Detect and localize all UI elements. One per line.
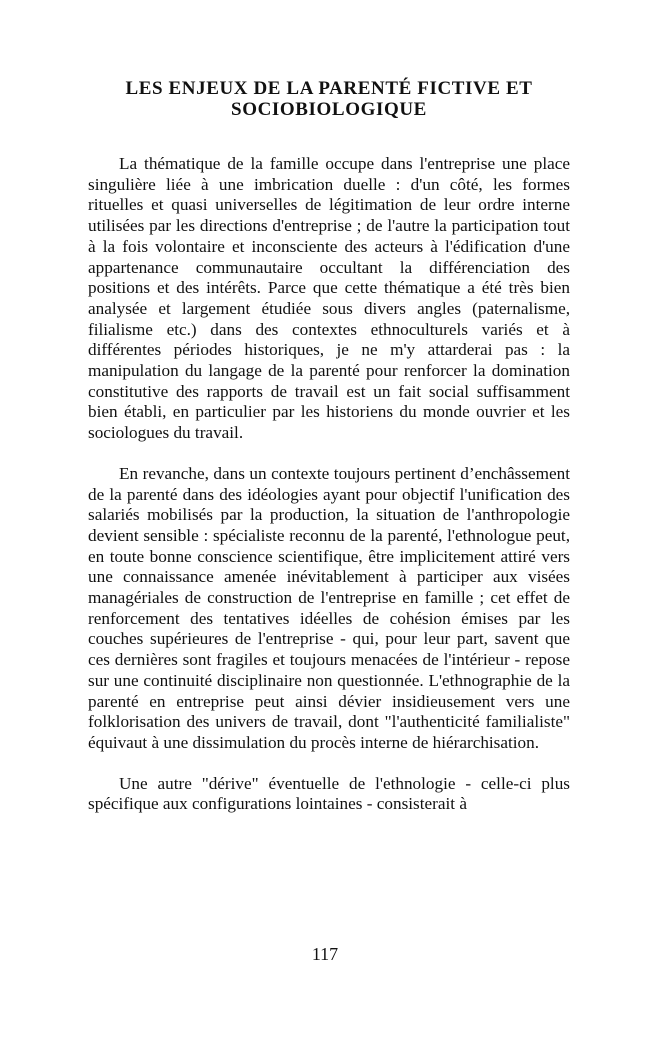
page-content — [88, 78, 570, 815]
chapter-title-line-2: SOCIOBIOLOGIQUE — [231, 99, 427, 120]
chapter-title-line-1: LES ENJEUX DE LA PARENTÉ FICTIVE ET — [125, 78, 533, 99]
paragraph-1: La thématique de la famille occupe dans l'entreprise une place singulière liée à une imbrication duelle : d'un côté, les formes rituelles et quasi universelles de légitimation de leur ordre interne utilisées par les directions d'entreprise ; de l'autre la participation tout à la fois volontaire et inconsciente des acteurs à l'édification d'une appartenance communautaire occultant la différenciation des positions et des intérêts. Parce que cette thématique a été très bien analysée et largement étudiée sous divers angles (paternalisme, filialisme etc.) dans des contextes ethnoculturels variés et à différentes périodes historiques, je ne m'y attarderai pas : la manipulation du langage de la parenté pour renforcer la domination constitutive des rapports de travail est un fait social suffisamment bien établi, en particulier par les historiens du monde ouvrier et les sociologues du travail. — [88, 154, 570, 443]
page-number: 117 — [311, 944, 339, 964]
paragraph-3: Une autre "dérive" éventuelle de l'ethnologie - celle-ci plus spécifique aux configurations lointaines - consisterait à — [88, 773, 570, 814]
paragraph-2: En revanche, dans un contexte toujours pertinent d’enchâssement de la parenté dans des idéologies ayant pour objectif l'unification des salariés mobilisés par la production, la situation de l'anthropologie devient sensible : spécialiste reconnu de la parenté, l'ethnologue peut, en toute bonne conscience scientifique, être implicitement attiré vers une connaissance amenée inévitablement à participer aux visées managériales de construction de l'entreprise en famille ; cet effet de renforcement des tentatives idéelles de cohésion émises par les couches supérieures de l'entreprise - qui, pour leur part, savent que ces dernières sont fragiles et toujours menacées de l'intérieur - repose sur une continuité disciplinaire non questionnée. L'ethnographie de la parenté en entreprise peut ainsi dévier insidieusement vers une folklorisation des univers de travail, dont "l'authenticité familialiste" équivaut à une dissimulation du procès interne de hiérarchisation. — [88, 463, 570, 752]
chapter-title — [88, 78, 570, 120]
